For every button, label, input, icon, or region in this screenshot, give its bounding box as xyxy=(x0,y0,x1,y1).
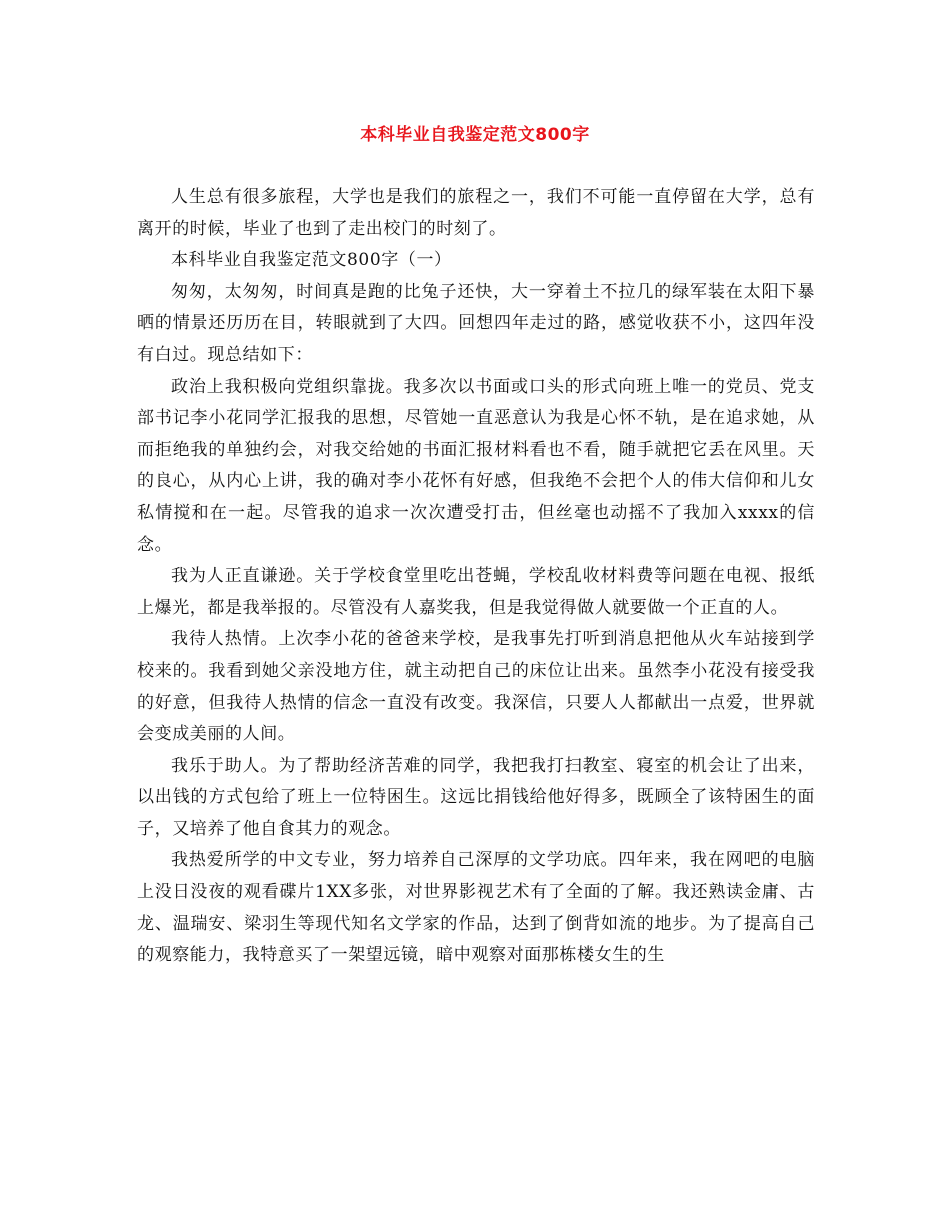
paragraph-major: 我热爱所学的中文专业，努力培养自己深厚的文学功底。四年来，我在网吧的电脑上没日没夜的观看碟片1XX多张，对世界影视艺术有了全面的了解。我还熟读金庸、古龙、温瑞安、梁羽生等现代知名文学家的作品，达到了倒背如流的地步。为了提高自己的观察能力，我特意买了一架望远镜，暗中观察对面那栋楼女生的生 xyxy=(137,850,815,966)
paragraph-integrity: 我为人正直谦逊。关于学校食堂里吃出苍蝇，学校乱收材料费等问题在电视、报纸上爆光，都是我举报的。尽管没有人嘉奖我，但是我觉得做人就要做一个正直的人。 xyxy=(137,566,815,618)
document-title: 本科毕业自我鉴定范文800字 xyxy=(360,125,590,145)
paragraph-heading-one: 本科毕业自我鉴定范文800字（一） xyxy=(171,250,452,271)
paragraph-intro: 人生总有很多旅程，大学也是我们的旅程之一，我们不可能一直停留在大学，总有离开的时候，毕业了也到了走出校门的时刻了。 xyxy=(137,187,815,239)
paragraph-helpfulness: 我乐于助人。为了帮助经济苦难的同学，我把我打扫教室、寝室的机会让了出来，以出钱的方式包给了班上一位特困生。这远比捐钱给他好得多，既顾全了该特困生的面子，又培养了他自食其力的观念。 xyxy=(137,755,815,839)
paragraph-politics: 政治上我积极向党组织靠拢。我多次以书面或口头的形式向班上唯一的党员、党支部书记李小花同学汇报我的思想，尽管她一直恶意认为我是心怀不轨，是在追求她，从而拒绝我的单独约会，对我交给她的书面汇报材料看也不看，随手就把它丢在风里。天的良心，从内心上讲，我的确对李小花怀有好感，但我绝不会把个人的伟大信仰和儿女私情搅和在一起。尽管我的追求一次次遭受打击，但丝毫也动摇不了我加入xxxx的信念。 xyxy=(137,376,815,555)
paragraph-time: 匆匆，太匆匆，时间真是跑的比兔子还快，大一穿着土不拉几的绿军装在太阳下暴晒的情景还历历在目，转眼就到了大四。回想四年走过的路，感觉收获不小，这四年没有白过。现总结如下： xyxy=(137,281,815,365)
document-body xyxy=(137,182,815,972)
paragraph-warmth: 我待人热情。上次李小花的爸爸来学校，是我事先打听到消息把他从火车站接到学校来的。我看到她父亲没地方住，就主动把自己的床位让出来。虽然李小花没有接受我的好意，但我待人热情的信念一直没有改变。我深信，只要人人都献出一点爱，世界就会变成美丽的人间。 xyxy=(137,629,815,745)
